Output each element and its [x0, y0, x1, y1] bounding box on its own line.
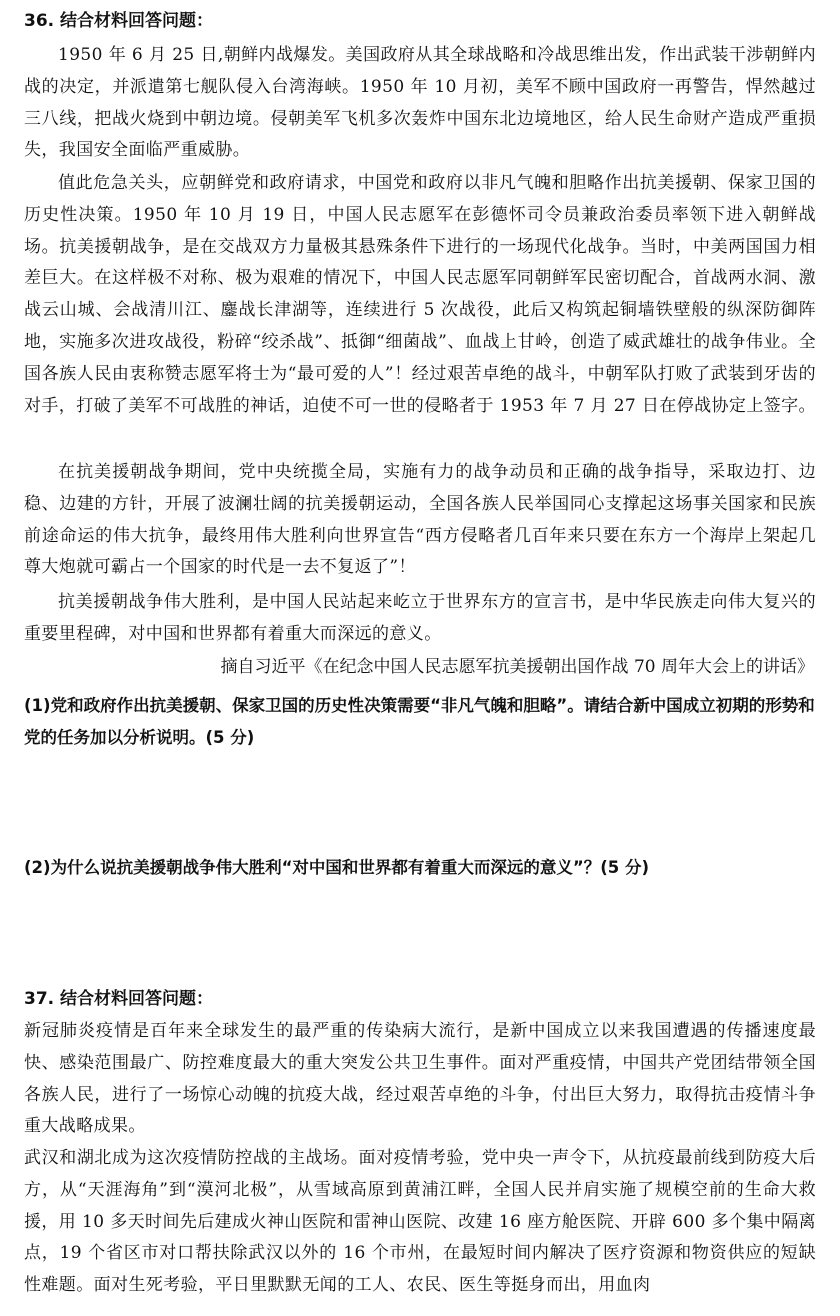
q37-paragraph-1: 新冠肺炎疫情是百年来全球发生的最严重的传染病大流行，是新中国成立以来我国遭遇的传播速度最快、感染范围最广、防控难度最大的重大突发公共卫生事件。面对严重疫情，中国共产党团结带领全国各族人民，进行了一场惊心动魄的抗疫大战，经过艰苦卓绝的斗争，付出巨大努力，取得抗击疫情斗争重大战略成果。 [24, 1021, 816, 1137]
q36-subquestion-2: (2)为什么说抗美援朝战争伟大胜利“对中国和世界都有着重大而深远的意义”？(5 分) [24, 858, 650, 877]
q36-source-citation: 摘自习近平《在纪念中国人民志愿军抗美援朝出国作战 70 周年大会上的讲话》 [220, 657, 814, 677]
q36-subquestion-1: (1)党和政府作出抗美援朝、保家卫国的历史性决策需要“非凡气魄和胆略”。请结合新中国成立初期的形势和党的任务加以分析说明。(5 分) [24, 696, 815, 747]
q36-paragraph-1: 1950 年 6 月 25 日,朝鲜内战爆发。美国政府从其全球战略和冷战思维出发，作出武装干涉朝鲜内战的决定，并派遣第七舰队侵入台湾海峡。1950 年 10 月初，美军不顾中国政府一再警告，悍然越过三八线，把战火烧到中朝边境。侵朝美军飞机多次轰炸中国东北边境地区，给人民生命财产造成严重损失，我国安全面临严重威胁。 [24, 45, 816, 161]
q37-paragraph-2: 武汉和湖北成为这次疫情防控战的主战场。面对疫情考验，党中央一声令下，从抗疫最前线到防疫大后方，从“天涯海角”到“漠河北极”，从雪域高原到黄浦江畔，全国人民并肩实施了规模空前的生命大救援，用 10 多天时间先后建成火神山医院和雷神山医院、改建 16 座方舱医院、开辟 600 多个集中隔离点，19 个省区市对口帮扶除武汉以外的 16 个市州，在最短时间内解决了医疗资源和物资供应的短缺性难题。面对生死考验，平日里默默无闻的工人、农民、医生等挺身而出，用血肉 [24, 1148, 816, 1296]
question-37-title: 37. 结合材料回答问题： [24, 989, 214, 1009]
q36-paragraph-4: 抗美援朝战争伟大胜利，是中国人民站起来屹立于世界东方的宣言书，是中华民族走向伟大复兴的重要里程碑，对中国和世界都有着重大而深远的意义。 [24, 592, 816, 644]
question-36-title: 36. 结合材料回答问题： [24, 11, 214, 31]
q36-paragraph-3: 在抗美援朝战争期间，党中央统揽全局，实施有力的战争动员和正确的战争指导，采取边打、边稳、边建的方针，开展了波澜壮阔的抗美援朝运动，全国各族人民举国同心支撑起这场事关国家和民族前途命运的伟大抗争，最终用伟大胜利向世界宣告“西方侵略者几百年来只要在东方一个海岸上架起几尊大炮就可霸占一个国家的时代是一去不复返了”！ [24, 462, 816, 578]
q36-paragraph-2: 值此危急关头，应朝鲜党和政府请求，中国党和政府以非凡气魄和胆略作出抗美援朝、保家卫国的历史性决策。1950 年 10 月 19 日，中国人民志愿军在彭德怀司令员兼政治委员率领下进入朝鲜战场。抗美援朝战争，是在交战双方力量极其悬殊条件下进行的一场现代化战争。当时，中美两国国力相差巨大。在这样极不对称、极为艰难的情况下，中国人民志愿军同朝鲜军民密切配合，首战两水洞、激战云山城、会战清川江、鏖战长津湖等，连续进行 5 次战役，此后又构筑起铜墙铁壁般的纵深防御阵地，实施多次进攻战役，粉碎“绞杀战”、抵御“细菌战”、血战上甘岭，创造了威武雄壮的战争伟业。全国各族人民由衷称赞志愿军将士为“最可爱的人”！经过艰苦卓绝的战斗，中朝军队打败了武装到牙齿的对手，打破了美军不可战胜的神话，迫使不可一世的侵略者于 1953 年 7 月 27 日在停战协定上签字。 [24, 173, 816, 416]
